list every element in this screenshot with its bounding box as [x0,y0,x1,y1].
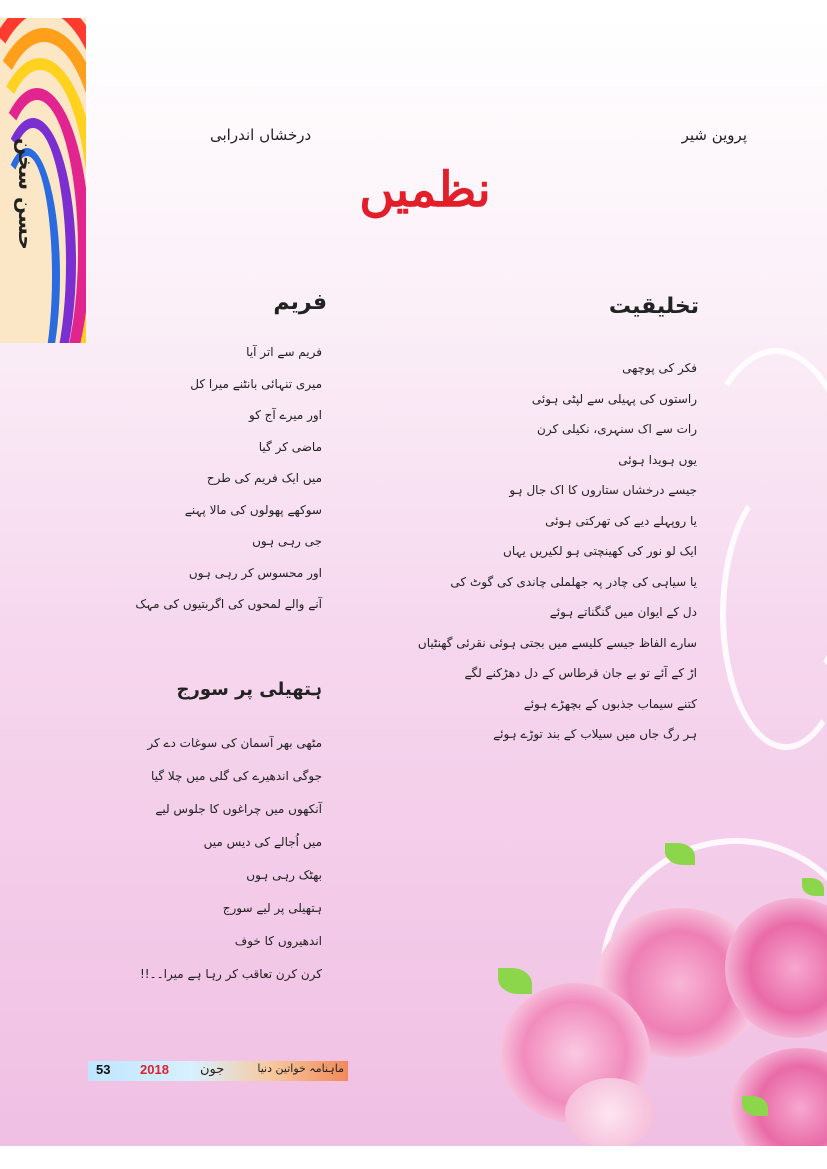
section-label: حسن سخن [14,138,38,250]
poem-line: اور محسوس کر رہی ہوں [188,565,322,580]
poem-line: کرن کرن تعاقب کر رہا ہے میرا۔۔!! [139,967,322,981]
poem-line: جی رہی ہوں [252,534,322,548]
poem-line: جوگی اندھیرے کی گلی میں چلا گیا [151,769,322,783]
issue-month: جون [200,1062,225,1077]
author-right: پروین شیر [681,126,747,144]
poem-line: میں ایک فریم کی طرح [206,471,322,485]
poem-line: بھٹک رہی ہوں [246,868,322,882]
poem-title-right: تخلیقیت [608,294,699,319]
poem-line: یا سیاہی کی چادر پہ جھلملی چاندی کی گوٹ کی [450,574,697,589]
poem-line: فریم سے اتر آیا [246,345,322,359]
poem-line: کتنے سیماب جذبوں کے بچھڑے ہوئے [523,696,697,711]
poem-line: فکر کی پوچھی [622,361,697,375]
poem-line: ہر رگ جاں میں سیلاب کے بند توڑے ہوئے [493,727,697,741]
magazine-name: ماہنامہ خواتین دنیا [257,1062,344,1075]
rose-decoration [565,1078,655,1146]
poem-right-lines [377,353,697,750]
poem-line: یوں ہویدا ہوئی [618,452,697,467]
poem-title-left-1: فریم [273,290,327,315]
poem-line: سوکھے پھولوں کی مالا پہنے [184,502,322,517]
poem-line: جیسے درخشاں ستاروں کا اک جال ہو [509,483,697,497]
magazine-page [0,18,827,1146]
page-number: 53 [96,1062,111,1077]
poem-line: راستوں کی پہیلی سے لپٹی ہوئی [531,391,697,406]
poem-left-2-lines [62,727,322,991]
poem-line: میں اُجالے کی دیس میں [203,835,322,849]
poem-line: دل کے ایوان میں گنگناتے ہوئے [549,605,697,619]
page-footer [88,1061,348,1081]
poem-line: آنکھوں میں چراغوں کا جلوس لیے [155,802,322,816]
poem-line: ماضی کر گیا [258,439,322,454]
page-title: نظمیں [359,162,491,218]
poem-left-1-lines [82,337,322,621]
poem-line: ایک لو نور کی کھینچتی ہو لکیریں یہاں [503,544,697,558]
poem-line: رات سے اک سنہری، نکیلی کرن [537,422,697,436]
poem-line: سارے الفاظ جیسے کلیسے میں بجتی ہوئی نقرئی گھنٹیاں [417,635,697,650]
poem-title-left-2: ہتھیلی پر سورج [176,679,322,700]
poem-line: میری تنہائی بانٹنے میرا کل [190,376,322,391]
poem-line: یا روپہلے دیے کی تھرکتی ہوئی [545,513,697,528]
poem-line: اندھیروں کا خوف [234,934,322,948]
leaf-decoration [498,968,532,994]
issue-year: 2018 [140,1062,169,1077]
author-left: درخشاں اندرابی [210,126,312,144]
poem-line: اڑ کے آئے تو بے جان قرطاس کے دل دھڑکنے لگے [464,666,697,680]
poem-line: آنے والے لمحوں کی اگربتیوں کی مہک [135,597,322,611]
poem-line: مٹھی بھر آسمان کی سوغات دے کر [147,736,322,750]
poem-line: اور میرے آج کو [248,408,322,422]
poem-line: ہتھیلی پر لیے سورج [222,901,322,915]
corner-decoration [0,18,86,343]
